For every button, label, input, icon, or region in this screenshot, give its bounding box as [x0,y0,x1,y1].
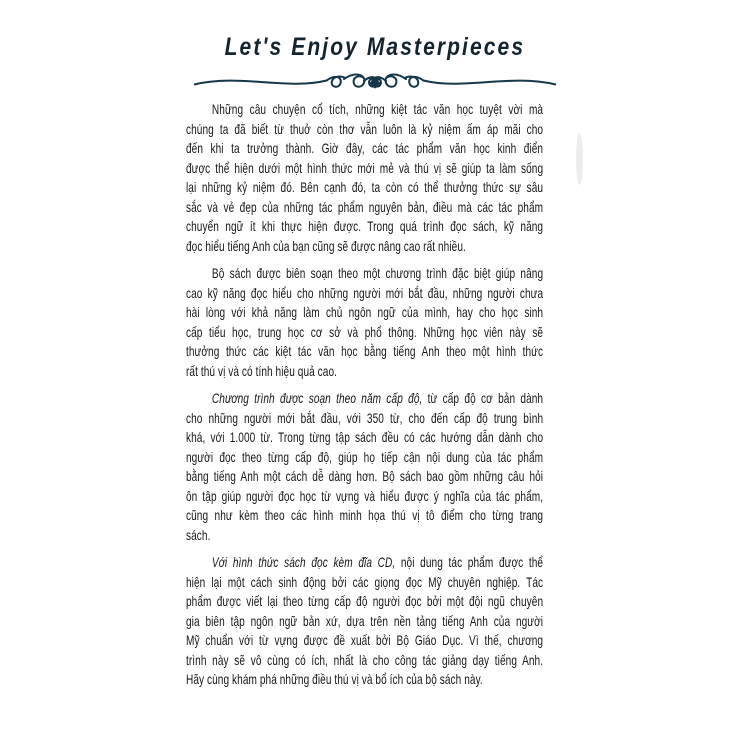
text-line: Bộ sách được biên soạn theo một chương trình đặc biệt giúp nâng [211,265,544,281]
text-line: đọc hiểu tiếng Anh của bạn cũng sẽ được nâng cao rất nhiều. [186,237,466,254]
text-line: Mỹ chuẩn với từ vựng được đề xuất bởi Bộ Giáo Dục. Vì thế, chương [186,632,544,648]
paragraph [186,553,543,690]
paragraph [186,389,543,545]
text-line: sắc và vẻ đẹp của những tác phẩm nguyên bản, điều mà các tác phẩm [186,198,544,215]
text-line: trình này sẽ vô cùng có ích, nhất là cho công tác giảng dạy tiếng Anh. [186,651,544,668]
text-line: gia biên tập ngôn ngữ bản xứ, dựa trên nền tảng tiếng Anh của người [186,612,544,629]
page-title: Let's Enjoy Masterpieces [224,33,526,61]
text-line: chúng ta đã biết từ thuở còn thơ vẫn luôn là kỷ niệm ấm áp mãi cho [186,120,544,137]
text-line: phẩm được viết lại theo từng cấp độ người đọc bởi một đội ngũ chuyên [186,593,544,609]
text-line: Chương trình được soạn theo năm cấp độ, từ cấp độ cơ bản dành [211,390,544,406]
text-line: chuyển ngữ ít khi thực hiện được. Trong quá trình đọc sách, kỹ năng [186,218,544,234]
text-line: bằng tiếng Anh một cách dễ dàng hơn. Bộ sách bao gồm những câu hỏi [186,468,544,484]
text-line: hiện lại một cách sinh động bởi các giọng đọc Mỹ chuyên nghiệp. Tác [186,573,544,590]
text-line: Hãy cùng khám phá những điều thú vị và bổ ích của bộ sách này. [186,671,483,687]
text-line: sách. [186,526,211,543]
text-line: cao kỹ năng đọc hiểu cho những người mới bắt đầu, những người chưa [186,284,544,301]
title-divider [0,66,750,102]
text-line: cấp tiểu học, trung học cơ sở và phổ thông. Những học viên này sẽ [186,323,544,340]
text-line: đến khi ta trưởng thành. Giờ đây, các tác phẩm văn học kinh điển [186,140,544,156]
body-text [186,100,543,690]
text-line: được thể hiện dưới một hình thức mới mẻ và thú vị sẽ giúp ta làm sống [186,159,544,176]
text-line: người đọc theo từng cấp độ, giúp họ tiếp cận nội dung của tác phẩm [186,448,544,465]
text-line: thưởng thức các kiệt tác văn học bằng tiếng Anh theo một hình thức [186,343,544,359]
italic-lead: Với hình thức sách đọc kèm đĩa CD, [211,554,396,570]
text-line: ôn tập giúp người đọc học từ vựng và hiểu được ý nghĩa của tác phẩm, [186,487,544,504]
text-line: hài lòng với khả năng làm chủ ngôn ngữ của mình, hay cho học sinh [186,304,544,320]
page-header [0,33,750,62]
italic-lead: Chương trình được soạn theo năm cấp độ, [211,390,423,406]
paragraph [186,264,543,381]
text-line: cũng như kèm theo các hình minh họa thú vị tô điểm cho từng trang [186,507,544,523]
text-line: cho những người mới bắt đầu, với 350 từ, cho đến cấp độ trung bình [186,409,544,426]
flourish-divider-icon [189,66,561,97]
paragraph [186,100,543,256]
scan-artifact-smudge [576,133,583,185]
text-line: Những câu chuyện cổ tích, những kiệt tác văn học tuyệt vời mà [211,101,544,117]
text-line: khá, với 1.000 từ. Trong từng tập sách đều có các hướng dẫn dành cho [186,429,544,445]
text-line: Với hình thức sách đọc kèm đĩa CD, nội dung tác phẩm được thể [211,554,544,570]
text-line: lại những kỷ niệm đó. Bên cạnh đó, ta còn có thể thưởng thức sự sâu [186,179,544,195]
text-line: rất thú vị và có tính hiệu quả cao. [186,362,338,379]
